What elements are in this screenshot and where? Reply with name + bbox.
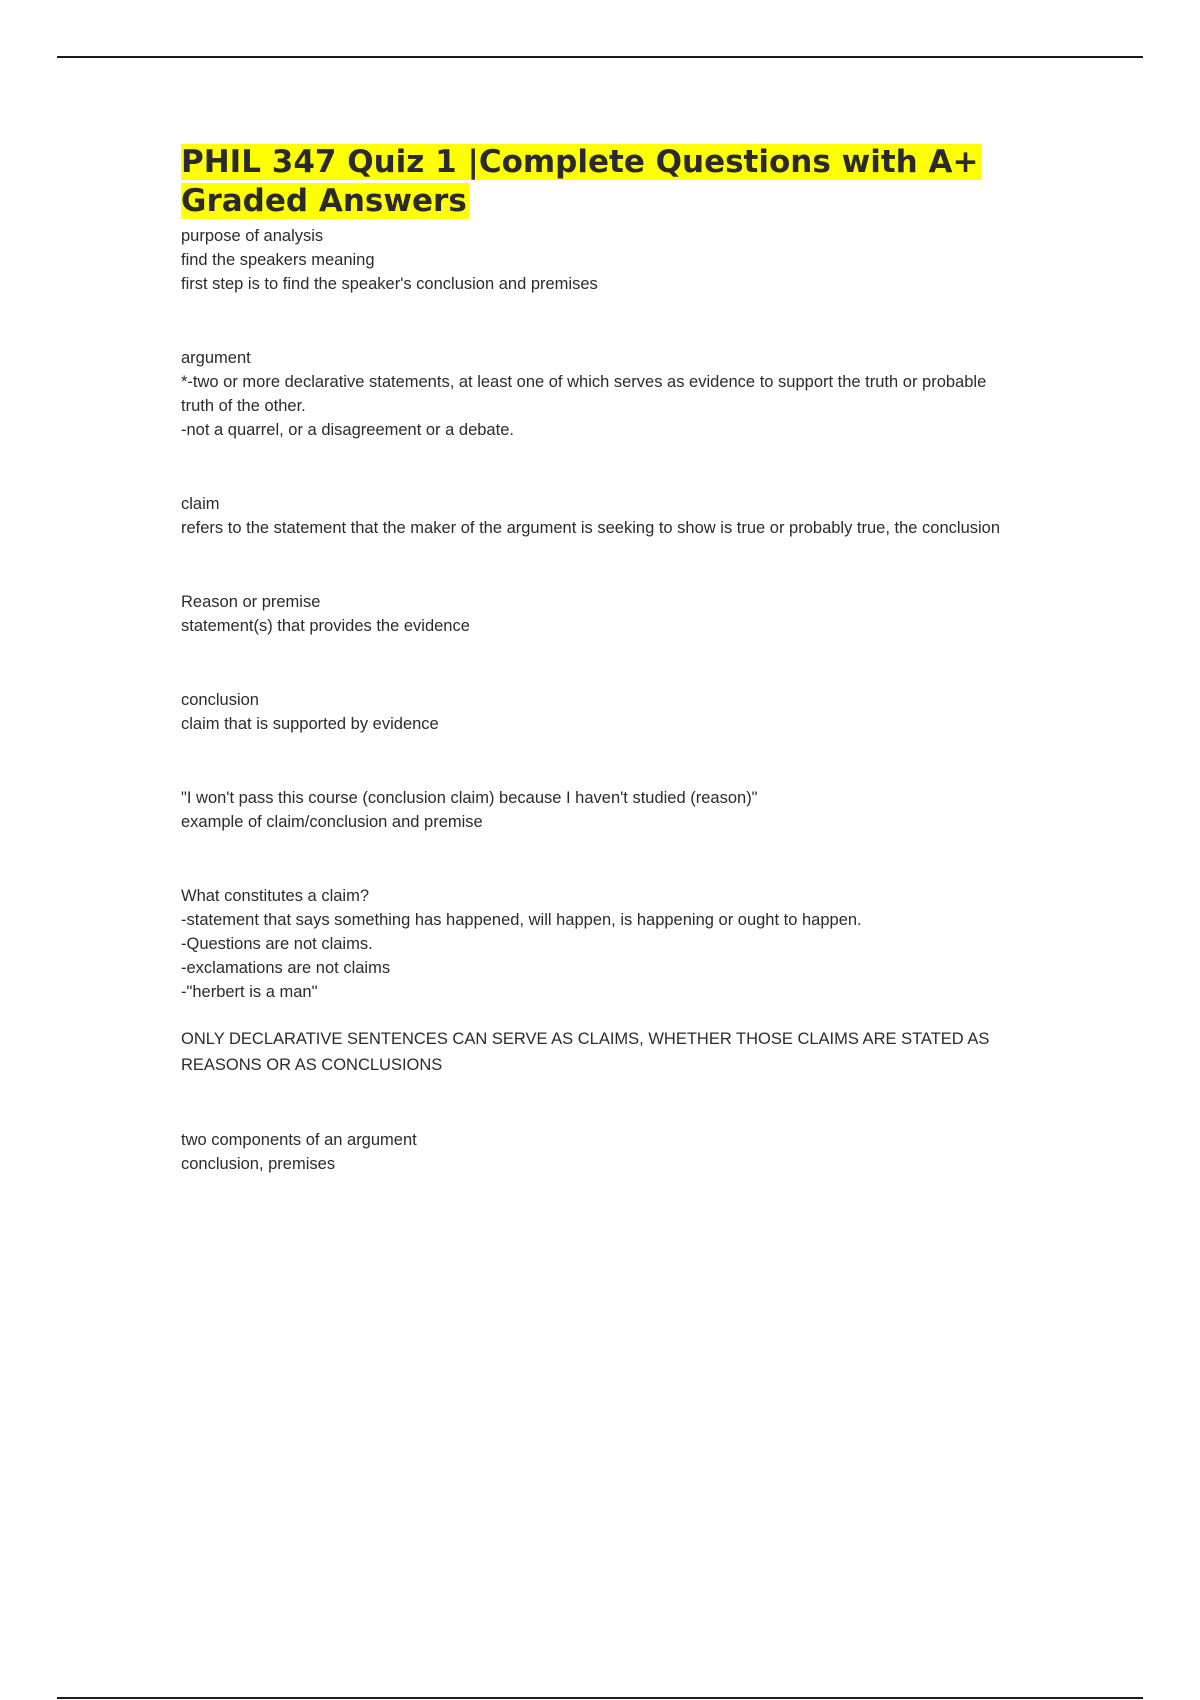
top-rule bbox=[57, 56, 1143, 58]
card-definition: -Questions are not claims. bbox=[181, 935, 373, 953]
card-term: Reason or premise bbox=[181, 593, 321, 611]
card-note: ONLY DECLARATIVE SENTENCES CAN SERVE AS CLAIMS, WHETHER THOSE CLAIMS ARE STATED AS REASONS OR AS CONCLUSIONS bbox=[181, 1030, 990, 1074]
card-definition: -not a quarrel, or a disagreement or a debate. bbox=[181, 421, 514, 439]
card-list bbox=[181, 224, 1011, 1176]
card-purpose-of-analysis bbox=[181, 224, 1011, 296]
card-claim bbox=[181, 492, 1011, 540]
card-argument bbox=[181, 346, 1011, 442]
card-term: purpose of analysis bbox=[181, 227, 324, 245]
bottom-rule bbox=[57, 1697, 1143, 1699]
card-definition: claim that is supported by evidence bbox=[181, 715, 439, 733]
document-body bbox=[181, 143, 1011, 1176]
card-definition: find the speakers meaning bbox=[181, 251, 375, 269]
card-conclusion bbox=[181, 688, 1011, 736]
card-two-components bbox=[181, 1128, 1011, 1176]
card-reason-or-premise bbox=[181, 590, 1011, 638]
card-definition: -exclamations are not claims bbox=[181, 959, 391, 977]
card-definition: example of claim/conclusion and premise bbox=[181, 813, 483, 831]
card-term: argument bbox=[181, 349, 251, 367]
card-definition: statement(s) that provides the evidence bbox=[181, 617, 470, 635]
card-definition: -statement that says something has happened, will happen, is happening or ought to happen. bbox=[181, 911, 862, 929]
card-term: What constitutes a claim? bbox=[181, 887, 369, 905]
card-term: claim bbox=[181, 495, 220, 513]
card-definition: refers to the statement that the maker of the argument is seeking to show is true or probably true, the conclusion bbox=[181, 519, 1001, 537]
card-example-claim bbox=[181, 786, 1011, 834]
card-term: "I won't pass this course (conclusion claim) because I haven't studied (reason)" bbox=[181, 789, 758, 807]
card-term: two components of an argument bbox=[181, 1131, 417, 1149]
card-definition: *-two or more declarative statements, at least one of which serves as evidence to support the truth or probable truth of the other. bbox=[181, 373, 987, 415]
document-title bbox=[181, 143, 1011, 221]
card-definition: conclusion, premises bbox=[181, 1155, 336, 1173]
card-what-constitutes-claim bbox=[181, 884, 1011, 1078]
card-definition: first step is to find the speaker's conclusion and premises bbox=[181, 275, 598, 293]
title-highlight: PHIL 347 Quiz 1 |Complete Questions with A+ Graded Answers bbox=[181, 144, 979, 219]
card-term: conclusion bbox=[181, 691, 259, 709]
card-definition: -"herbert is a man" bbox=[181, 983, 318, 1001]
